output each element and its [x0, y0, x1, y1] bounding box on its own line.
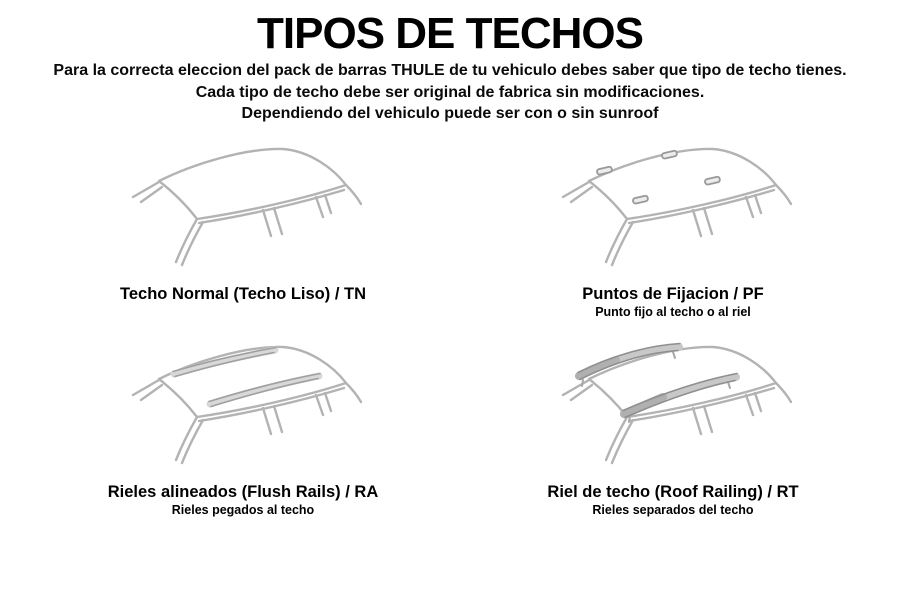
roof-types-grid	[0, 125, 900, 517]
roof-type-caption-tn	[120, 283, 366, 304]
intro-line-3: Dependiendo del vehiculo puede ser con o sin sunroof	[241, 105, 659, 123]
roof-type-label: Riel de techo (Roof Railing) / RT	[547, 482, 799, 501]
intro-text	[0, 60, 900, 125]
flush-rails-roof-illustration	[93, 331, 393, 481]
roof-type-label: Puntos de Fijacion / PF	[582, 284, 764, 303]
roof-type-sublabel: Rieles pegados al techo	[171, 502, 315, 517]
roof-type-caption-ra	[108, 481, 379, 517]
intro-line-1: Para la correcta eleccion del pack de barras THULE de tu vehiculo debes saber que tipo de techo tienes.	[53, 62, 847, 79]
roof-type-caption-rt	[547, 481, 798, 517]
roof-type-cell-tn	[28, 133, 458, 319]
roof-type-cell-pf	[458, 133, 888, 319]
fixation-points-roof-illustration	[523, 133, 823, 283]
roof-type-label: Techo Normal (Techo Liso) / TN	[120, 284, 366, 303]
roof-railing-illustration	[523, 331, 823, 481]
roof-type-cell-ra	[28, 331, 458, 517]
roof-type-sublabel: Punto fijo al techo o al riel	[595, 304, 751, 319]
roof-type-cell-rt	[458, 331, 888, 517]
normal-roof-illustration	[93, 133, 393, 283]
roof-type-caption-pf	[582, 283, 764, 319]
roof-type-label: Rieles alineados (Flush Rails) / RA	[107, 482, 379, 501]
roof-type-sublabel: Rieles separados del techo	[592, 502, 754, 517]
intro-line-2: Cada tipo de techo debe ser original de fabrica sin modificaciones.	[195, 83, 705, 101]
page-title: TIPOS DE TECHOS	[257, 9, 643, 58]
